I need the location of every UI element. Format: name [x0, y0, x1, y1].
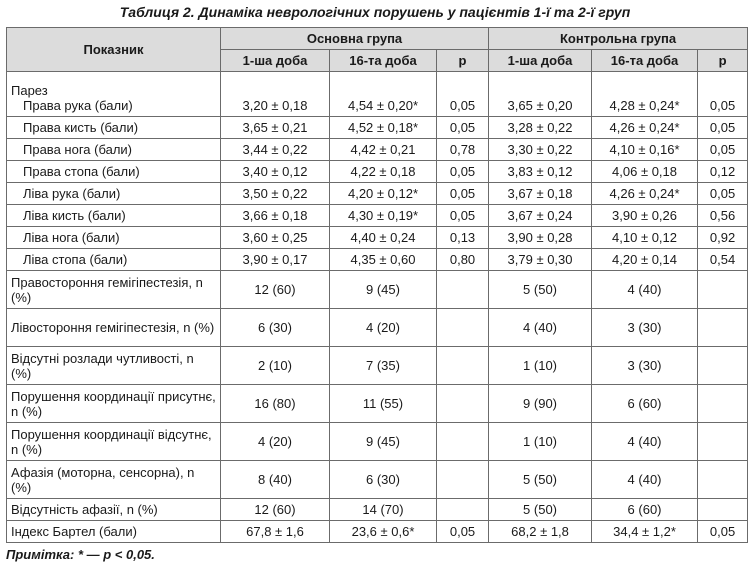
cell-control-p — [698, 423, 748, 461]
cell-main-day16: 4,22 ± 0,18 — [330, 161, 437, 183]
neurology-table — [6, 27, 748, 543]
cell-control-day16: 4 (40) — [592, 271, 698, 309]
cell-main-day16: 11 (55) — [330, 385, 437, 423]
cell-control-p — [698, 461, 748, 499]
cell-main-day16: 4,35 ± 0,60 — [330, 249, 437, 271]
header-control-p: p — [698, 50, 748, 72]
row-label: Права нога (бали) — [7, 139, 221, 161]
cell-main-p — [437, 461, 489, 499]
table-row — [7, 117, 748, 139]
cell-control-day16: 4 (40) — [592, 423, 698, 461]
cell-control-p: 0,12 — [698, 161, 748, 183]
table-title: Таблиця 2. Динаміка неврологічних порушень у пацієнтів 1-ї та 2-ї груп — [119, 4, 631, 20]
cell-main-day1: 16 (80) — [221, 385, 330, 423]
cell-main-p — [437, 347, 489, 385]
row-label: Правостороння гемігіпестезія, n (%) — [7, 271, 221, 309]
cell-main-day1: 8 (40) — [221, 461, 330, 499]
cell-main-p — [437, 385, 489, 423]
row-label: Індекс Бартел (бали) — [7, 521, 221, 543]
cell-control-day16: 4,28 ± 0,24* — [592, 72, 698, 117]
table-row — [7, 271, 748, 309]
cell-control-day1: 5 (50) — [489, 461, 592, 499]
cell-main-day16: 4,20 ± 0,12* — [330, 183, 437, 205]
cell-main-day1: 3,60 ± 0,25 — [221, 227, 330, 249]
table-row — [7, 205, 748, 227]
row-label: Ліва рука (бали) — [7, 183, 221, 205]
cell-main-day1: 3,66 ± 0,18 — [221, 205, 330, 227]
table-row — [7, 385, 748, 423]
cell-control-p: 0,92 — [698, 227, 748, 249]
cell-main-p — [437, 271, 489, 309]
cell-main-day16: 4,42 ± 0,21 — [330, 139, 437, 161]
cell-main-day16: 4 (20) — [330, 309, 437, 347]
cell-main-day16: 7 (35) — [330, 347, 437, 385]
cell-control-day1: 68,2 ± 1,8 — [489, 521, 592, 543]
cell-main-p: 0,05 — [437, 72, 489, 117]
cell-control-p — [698, 499, 748, 521]
cell-control-day16: 3 (30) — [592, 347, 698, 385]
cell-control-day16: 6 (60) — [592, 385, 698, 423]
cell-main-p: 0,05 — [437, 161, 489, 183]
cell-control-p — [698, 385, 748, 423]
cell-control-day1: 3,67 ± 0,18 — [489, 183, 592, 205]
header-main-day16: 16-та доба — [330, 50, 437, 72]
header-control-day1: 1-ша доба — [489, 50, 592, 72]
table-row — [7, 139, 748, 161]
cell-main-day1: 4 (20) — [221, 423, 330, 461]
table-row — [7, 161, 748, 183]
cell-main-day1: 3,50 ± 0,22 — [221, 183, 330, 205]
cell-main-p — [437, 499, 489, 521]
cell-main-day16: 14 (70) — [330, 499, 437, 521]
cell-control-day1: 5 (50) — [489, 271, 592, 309]
row-label: Відсутні розлади чутливості, n (%) — [7, 347, 221, 385]
cell-control-day16: 4,10 ± 0,16* — [592, 139, 698, 161]
cell-control-p: 0,05 — [698, 72, 748, 117]
table-row — [7, 461, 748, 499]
cell-control-day1: 1 (10) — [489, 423, 592, 461]
cell-control-day1: 3,65 ± 0,20 — [489, 72, 592, 117]
cell-main-p — [437, 423, 489, 461]
row-label: Порушення координації присутнє, n (%) — [7, 385, 221, 423]
table-row — [7, 423, 748, 461]
table-row — [7, 72, 748, 117]
cell-control-day1: 9 (90) — [489, 385, 592, 423]
cell-main-day16: 4,52 ± 0,18* — [330, 117, 437, 139]
cell-main-p: 0,78 — [437, 139, 489, 161]
paresis-label: Парез — [11, 83, 48, 98]
cell-main-day1: 3,44 ± 0,22 — [221, 139, 330, 161]
cell-control-day16: 3 (30) — [592, 309, 698, 347]
cell-main-p: 0,80 — [437, 249, 489, 271]
cell-control-p: 0,05 — [698, 521, 748, 543]
row-label-text: Права рука (бали) — [23, 98, 133, 113]
cell-control-day16: 4,06 ± 0,18 — [592, 161, 698, 183]
cell-control-day1: 3,28 ± 0,22 — [489, 117, 592, 139]
cell-main-p: 0,05 — [437, 521, 489, 543]
table-row — [7, 249, 748, 271]
cell-main-day1: 3,90 ± 0,17 — [221, 249, 330, 271]
cell-control-day16: 4,20 ± 0,14 — [592, 249, 698, 271]
cell-main-day16: 4,40 ± 0,24 — [330, 227, 437, 249]
row-label: Афазія (моторна, сенсорна), n (%) — [7, 461, 221, 499]
header-control-group: Контрольна група — [489, 28, 748, 50]
cell-main-day1: 12 (60) — [221, 499, 330, 521]
cell-control-day1: 3,90 ± 0,28 — [489, 227, 592, 249]
cell-control-day16: 4 (40) — [592, 461, 698, 499]
row-label: Права кисть (бали) — [7, 117, 221, 139]
cell-control-day16: 3,90 ± 0,26 — [592, 205, 698, 227]
row-label: Ліва стопа (бали) — [7, 249, 221, 271]
cell-control-day16: 34,4 ± 1,2* — [592, 521, 698, 543]
table-row — [7, 183, 748, 205]
cell-control-p — [698, 271, 748, 309]
row-label: Порушення координації відсутнє, n (%) — [7, 423, 221, 461]
cell-control-day1: 3,67 ± 0,24 — [489, 205, 592, 227]
table-row — [7, 309, 748, 347]
cell-main-p: 0,05 — [437, 205, 489, 227]
row-label: Ліва нога (бали) — [7, 227, 221, 249]
cell-main-day16: 4,54 ± 0,20* — [330, 72, 437, 117]
cell-control-day16: 4,26 ± 0,24* — [592, 117, 698, 139]
cell-main-day1: 3,40 ± 0,12 — [221, 161, 330, 183]
row-label — [7, 72, 221, 117]
header-control-day16: 16-та доба — [592, 50, 698, 72]
cell-control-day16: 4,26 ± 0,24* — [592, 183, 698, 205]
cell-control-day1: 3,79 ± 0,30 — [489, 249, 592, 271]
cell-control-p: 0,56 — [698, 205, 748, 227]
table-row — [7, 227, 748, 249]
header-main-p: p — [437, 50, 489, 72]
cell-control-day1: 5 (50) — [489, 499, 592, 521]
cell-control-day1: 4 (40) — [489, 309, 592, 347]
cell-control-p: 0,05 — [698, 139, 748, 161]
row-label: Ліва кисть (бали) — [7, 205, 221, 227]
cell-main-day1: 67,8 ± 1,6 — [221, 521, 330, 543]
note-label: Примітка: — [6, 547, 75, 562]
row-label: Лівостороння гемігіпестезія, n (%) — [7, 309, 221, 347]
header-main-day1: 1-ша доба — [221, 50, 330, 72]
table-note — [6, 547, 155, 562]
cell-main-p: 0,05 — [437, 183, 489, 205]
cell-main-p — [437, 309, 489, 347]
row-label: Права стопа (бали) — [7, 161, 221, 183]
cell-control-day1: 1 (10) — [489, 347, 592, 385]
cell-main-p: 0,05 — [437, 117, 489, 139]
cell-main-day1: 6 (30) — [221, 309, 330, 347]
cell-main-day1: 3,20 ± 0,18 — [221, 72, 330, 117]
cell-main-day16: 4,30 ± 0,19* — [330, 205, 437, 227]
cell-main-p: 0,13 — [437, 227, 489, 249]
cell-main-day1: 2 (10) — [221, 347, 330, 385]
cell-main-day16: 9 (45) — [330, 423, 437, 461]
cell-main-day16: 9 (45) — [330, 271, 437, 309]
note-text: * — p < 0,05. — [74, 547, 155, 562]
cell-main-day1: 3,65 ± 0,21 — [221, 117, 330, 139]
cell-control-p: 0,54 — [698, 249, 748, 271]
cell-control-p — [698, 309, 748, 347]
table-row — [7, 521, 748, 543]
cell-main-day16: 23,6 ± 0,6* — [330, 521, 437, 543]
table-row — [7, 499, 748, 521]
cell-control-p: 0,05 — [698, 117, 748, 139]
cell-control-day16: 4,10 ± 0,12 — [592, 227, 698, 249]
cell-control-day16: 6 (60) — [592, 499, 698, 521]
cell-control-p: 0,05 — [698, 183, 748, 205]
cell-main-day1: 12 (60) — [221, 271, 330, 309]
cell-main-day16: 6 (30) — [330, 461, 437, 499]
cell-control-day1: 3,30 ± 0,22 — [489, 139, 592, 161]
table-row — [7, 347, 748, 385]
cell-control-day1: 3,83 ± 0,12 — [489, 161, 592, 183]
header-main-group: Основна група — [221, 28, 489, 50]
row-label: Відсутність афазії, n (%) — [7, 499, 221, 521]
cell-control-p — [698, 347, 748, 385]
header-indicator: Показник — [7, 28, 221, 72]
